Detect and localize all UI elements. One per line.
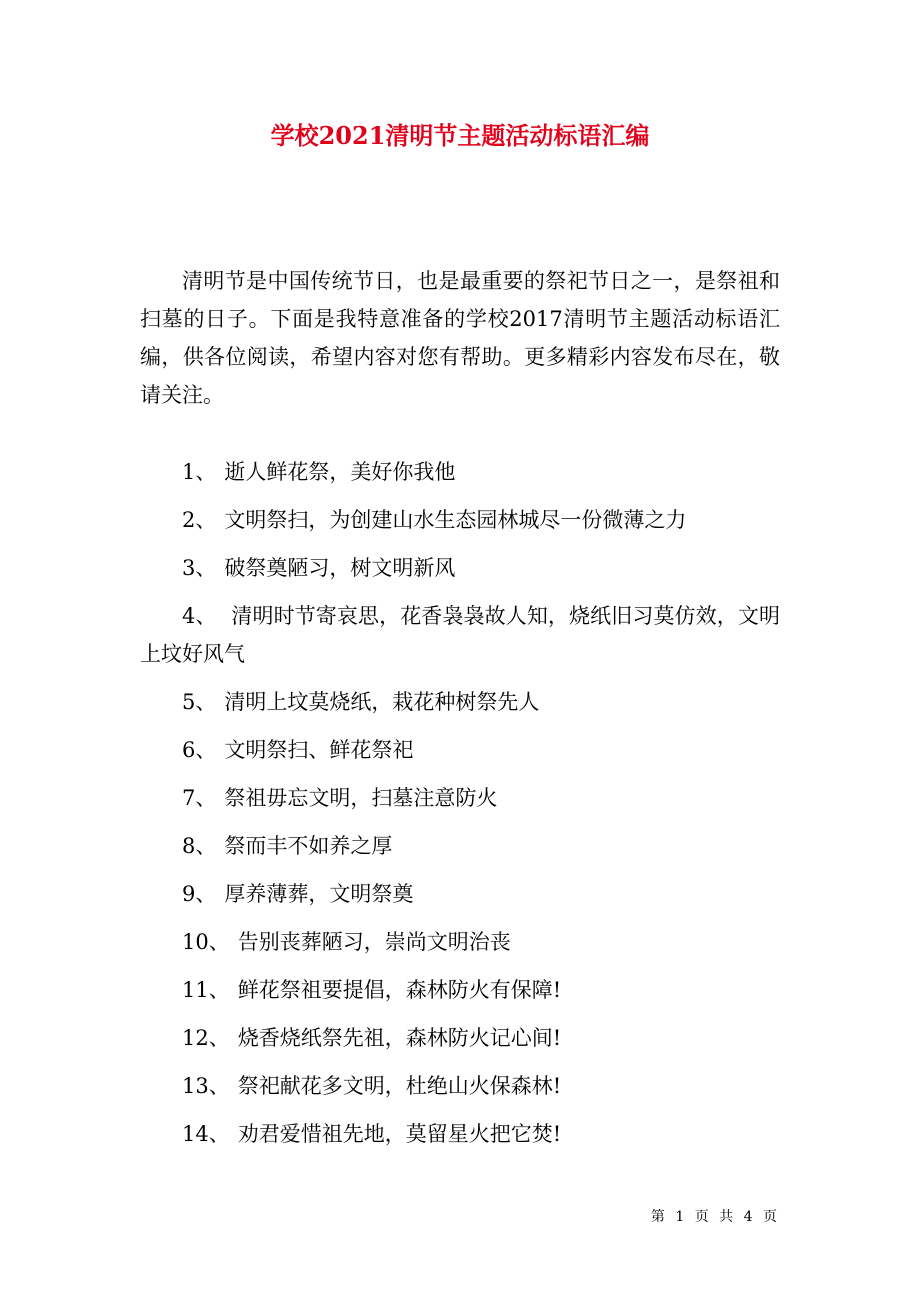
item-number: 7、 [182, 786, 217, 810]
item-number: 4、 [182, 604, 217, 628]
list-item [140, 1115, 780, 1153]
item-number: 9、 [182, 882, 217, 906]
document-title: 学校2021清明节主题活动标语汇编 [270, 121, 650, 150]
item-number: 8、 [182, 834, 217, 858]
list-item [140, 731, 780, 769]
list-item [140, 1019, 780, 1057]
item-text: 烧香烧纸祭先祖，森林防火记心间! [237, 1026, 562, 1050]
item-number: 5、 [182, 690, 217, 714]
item-text: 祭而丰不如养之厚 [224, 834, 393, 858]
item-text: 劝君爱惜祖先地，莫留星火把它焚! [237, 1122, 562, 1146]
list-item [140, 597, 780, 673]
item-number: 3、 [182, 556, 217, 580]
item-text: 告别丧葬陋习，崇尚文明治丧 [237, 930, 511, 954]
list-item [140, 1067, 780, 1105]
item-number: 2、 [182, 508, 217, 532]
item-text: 鲜花祭祖要提倡，森林防火有保障! [237, 978, 562, 1002]
item-number: 14、 [182, 1122, 230, 1146]
item-text: 厚养薄葬，文明祭奠 [224, 882, 414, 906]
item-number: 11、 [182, 978, 230, 1002]
list-item [140, 501, 780, 539]
item-number: 12、 [182, 1026, 230, 1050]
item-text: 文明祭扫，为创建山水生态园林城尽一份微薄之力 [224, 508, 687, 532]
list-item [140, 683, 780, 721]
item-number: 6、 [182, 738, 217, 762]
item-text: 祭祀献花多文明，杜绝山火保森林! [237, 1074, 562, 1098]
item-text: 祭祖毋忘文明，扫墓注意防火 [224, 786, 498, 810]
page-number-footer: 第 1 页 共 4 页 [650, 1209, 780, 1225]
list-item [140, 923, 780, 961]
list-item [140, 971, 780, 1009]
list-item [140, 453, 780, 491]
list-item [140, 827, 780, 865]
item-number: 10、 [182, 930, 230, 954]
item-text: 文明祭扫、鲜花祭祀 [224, 738, 414, 762]
item-number: 1、 [182, 460, 217, 484]
item-text: 逝人鲜花祭，美好你我他 [224, 460, 456, 484]
intro-paragraph: 清明节是中国传统节日，也是最重要的祭祀节日之一，是祭祖和扫墓的日子。下面是我特意准备的学校2017清明节主题活动标语汇编，供各位阅读，希望内容对您有帮助。更多精彩内容发布尽在，敬请关注。 [140, 269, 780, 407]
slogan-list [140, 453, 780, 1163]
item-text: 清明时节寄哀思，花香袅袅故人知，烧纸旧习莫仿效，文明上坟好风气 [140, 604, 780, 666]
item-text: 破祭奠陋习，树文明新风 [224, 556, 456, 580]
list-item [140, 779, 780, 817]
list-item [140, 549, 780, 587]
list-item [140, 875, 780, 913]
item-text: 清明上坟莫烧纸，栽花种树祭先人 [224, 690, 540, 714]
item-number: 13、 [182, 1074, 230, 1098]
